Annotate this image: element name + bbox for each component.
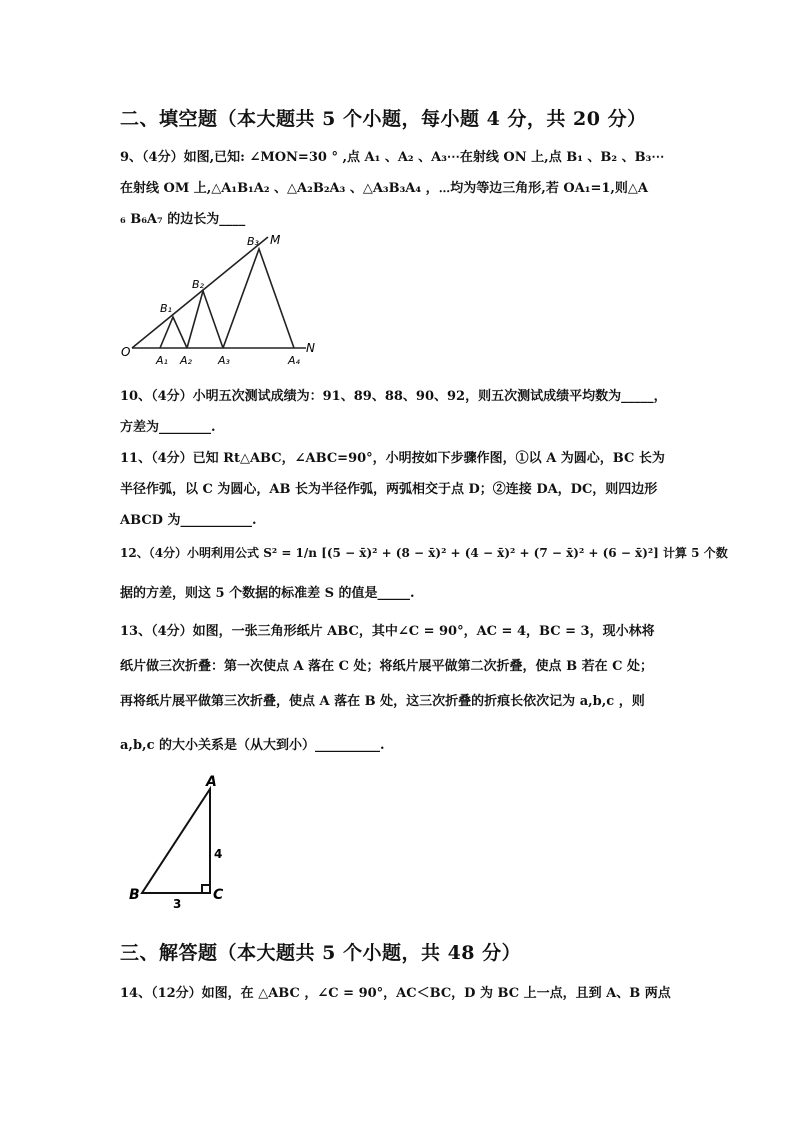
q12-line-1: 12、（4分）小明利用公式 S² = 1/n [(5 − x̄)² + (8 − x̄)² + (4 − x̄)² + (7 − x̄)² + (6 − x̄)²] 计算 5 个数 xyxy=(120,546,728,560)
right-triangle-figure xyxy=(118,772,248,912)
q11-line-3: ABCD 为___________. xyxy=(120,513,257,528)
label-B3: B₃ xyxy=(247,235,259,248)
label-A4: A₄ xyxy=(288,354,300,367)
label-A: A xyxy=(206,774,217,790)
label-A2: A₂ xyxy=(180,354,192,367)
section-title-fill-in: 二、填空题（本大题共 5 个小题，每小题 4 分，共 20 分） xyxy=(120,108,647,130)
q10-line-1: 10、（4分）小明五次测试成绩为：91、89、88、90、92，则五次测试成绩平均数为_____， xyxy=(120,389,667,404)
q11-line-2: 半径作弧，以 C 为圆心，AB 长为半径作弧，两弧相交于点 D；②连接 DA，DC，则四边形 xyxy=(120,482,658,497)
q13-line-1: 13、（4分）如图，一张三角形纸片 ABC，其中∠C = 90°，AC = 4，BC = 3，现小林将 xyxy=(120,624,655,639)
q13-line-2: 纸片做三次折叠：第一次使点 A 落在 C 处；将纸片展平做第二次折叠，使点 B 若在 C 处； xyxy=(120,659,653,674)
label-B2: B₂ xyxy=(192,278,204,291)
q14-line-1: 14、（12分）如图，在 △ABC ，∠C = 90°，AC＜BC，D 为 BC 上一点，且到 A、B 两点 xyxy=(120,986,671,1001)
q11-line-1: 11、（4分）已知 Rt△ABC，∠ABC=90°，小明按如下步骤作图，①以 A 为圆心，BC 长为 xyxy=(120,451,665,466)
q12-line-2: 据的方差，则这 5 个数据的标准差 S 的值是_____. xyxy=(120,586,415,601)
label-side-BC: 3 xyxy=(173,897,182,911)
label-C: C xyxy=(213,887,224,903)
q13-line-4: a,b,c 的大小关系是（从大到小）__________. xyxy=(120,738,385,753)
q13-line-3: 再将纸片展平做第三次折叠，使点 A 落在 B 处，这三次折叠的折痕长依次记为 a,b,c ，则 xyxy=(120,694,645,709)
label-B1: B₁ xyxy=(160,302,172,315)
equilateral-triangles-figure xyxy=(118,228,328,373)
label-side-AC: 4 xyxy=(214,847,223,861)
label-A3: A₃ xyxy=(218,354,230,367)
q10-line-2: 方差为________. xyxy=(120,420,216,435)
label-O: O xyxy=(121,345,131,359)
q9-line-3: ₆ B₆A₇ 的边长为____ xyxy=(120,212,246,227)
label-A1: A₁ xyxy=(156,354,168,367)
label-B: B xyxy=(129,887,140,903)
q9-line-2: 在射线 OM 上,△A₁B₁A₂ 、△A₂B₂A₃ 、△A₃B₃A₄ ，⋯均为等边三角形,若 OA₁=1,则△A xyxy=(120,181,648,196)
label-M: M xyxy=(270,233,281,247)
label-N: N xyxy=(306,341,315,355)
q9-line-1: 9、（4分）如图,已知: ∠MON=30 ° ,点 A₁ 、A₂ 、A₃⋯在射线 ON 上,点 B₁ 、B₂ 、B₃⋯ xyxy=(120,150,665,165)
section-title-solve: 三、解答题（本大题共 5 个小题，共 48 分） xyxy=(120,942,522,964)
